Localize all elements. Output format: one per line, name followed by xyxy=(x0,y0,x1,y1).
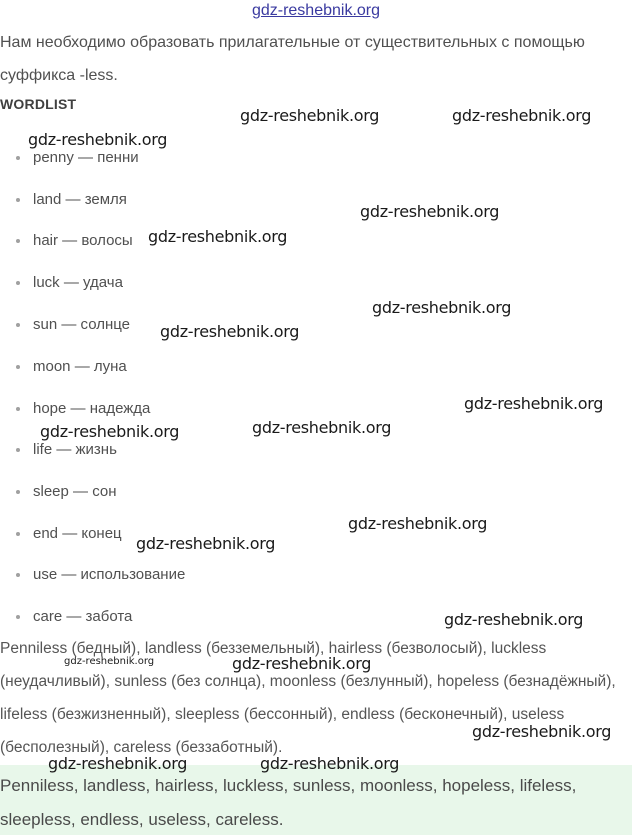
final-answer-text: Penniless, landless, hairless, luckless, sunless, moonless, hopeless, lifeless, sleepless, endless, useless, careless. xyxy=(0,776,577,829)
watermark: gdz-reshebnik.org xyxy=(136,534,276,553)
watermark: gdz-reshebnik.org xyxy=(28,130,168,149)
watermark: gdz-reshebnik.org xyxy=(444,610,584,629)
watermark: gdz-reshebnik.org xyxy=(160,322,300,341)
bullet-icon xyxy=(16,490,20,494)
watermark: gdz-reshebnik.org xyxy=(48,754,188,773)
watermark: gdz-reshebnik.org xyxy=(148,227,288,246)
intro-paragraph: Нам необходимо образовать прилагательные от существительных с помощью суффикса -less. xyxy=(0,34,585,84)
bullet-icon xyxy=(16,365,20,369)
answer-paragraph: Penniless (бедный), landless (безземельный), hairless (безволосый), luckless (неудачливый), sunless (без солнца), moonless (безлунный), hopeless (безнадёжный), lifeless (безжизненный), sleepless (бессонный), endless (бесконечный), useless (бесполезный), careless (беззаботный). xyxy=(0,640,616,756)
watermark: gdz-reshebnik.org xyxy=(260,754,400,773)
bullet-icon xyxy=(16,281,20,285)
bullet-icon xyxy=(16,573,20,577)
bullet-icon xyxy=(16,448,20,452)
bullet-icon xyxy=(16,239,20,243)
watermark: gdz-reshebnik.org xyxy=(348,514,488,533)
bullet-icon xyxy=(16,323,20,327)
wordlist-heading: WORDLIST xyxy=(0,96,77,112)
final-answer-box xyxy=(0,765,632,835)
bullet-icon xyxy=(16,615,20,619)
watermark: gdz-reshebnik.org xyxy=(372,298,512,317)
watermark: gdz-reshebnik.org xyxy=(232,654,372,673)
watermark: gdz-reshebnik.org xyxy=(64,656,155,667)
watermark: gdz-reshebnik.org xyxy=(464,394,604,413)
bullet-icon xyxy=(16,407,20,411)
watermark: gdz-reshebnik.org xyxy=(252,418,392,437)
site-link[interactable]: gdz-reshebnik.org xyxy=(251,2,381,19)
watermark: gdz-reshebnik.org xyxy=(360,202,500,221)
bullet-icon xyxy=(16,532,20,536)
bullet-icon xyxy=(16,156,20,160)
bullet-icon xyxy=(16,198,20,202)
watermark: gdz-reshebnik.org xyxy=(472,722,612,741)
watermark: gdz-reshebnik.org xyxy=(452,106,592,125)
watermark: gdz-reshebnik.org xyxy=(240,106,380,125)
watermark: gdz-reshebnik.org xyxy=(40,422,180,441)
